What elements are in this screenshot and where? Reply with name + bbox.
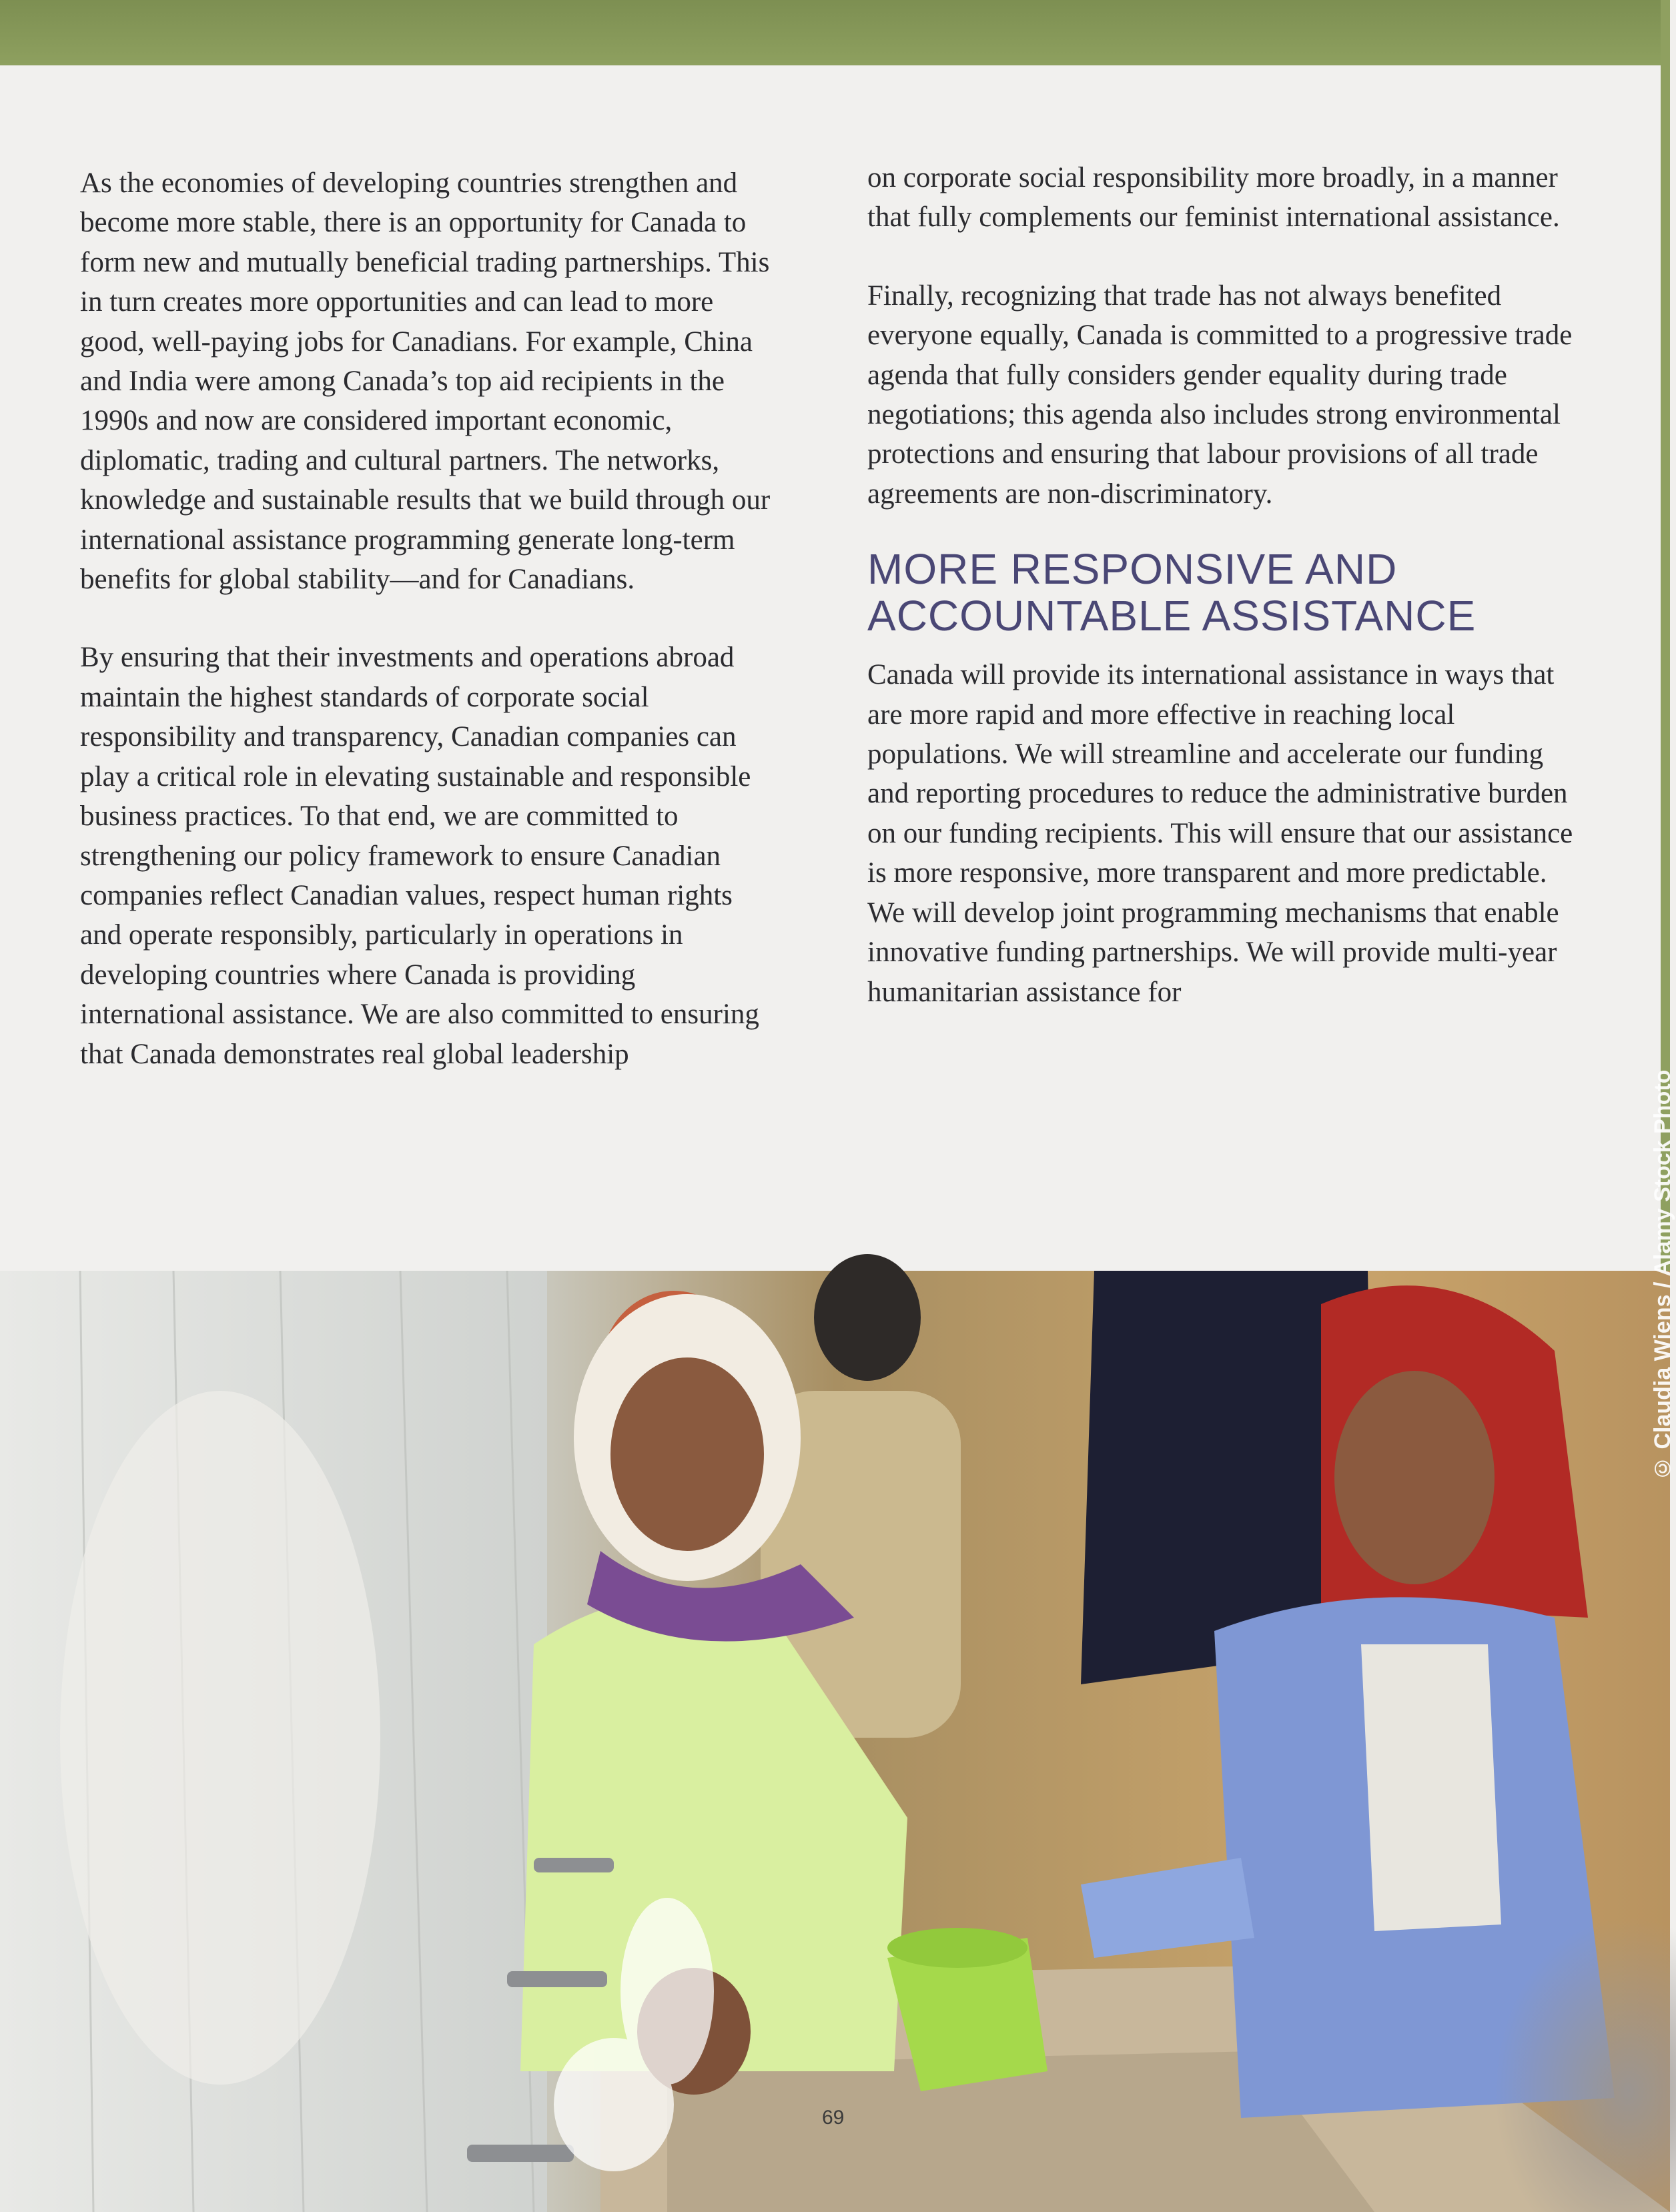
- photo-illustration: [0, 1271, 1670, 2212]
- photo-girls-washing-at-taps: [0, 1271, 1670, 2212]
- body-paragraph: As the economies of developing countries strengthen and become more stable, there is an opportunity for Canada to form new and mutually beneficial trading partnerships. This in turn creates more opportunities and can lead to more good, well-paying jobs for Canadians. For example, China and India were among Canada’s top aid recipients in the 1990s and now are considered important economic, diplomatic, trading and cultural partners. The networks, knowledge and sustainable results that we build through our international assistance programming generate long-term benefits for global stability—and for Canadians.: [80, 167, 771, 596]
- section-heading-line: ACCOUNTABLE ASSISTANCE: [867, 592, 1477, 640]
- section-heading-line: MORE RESPONSIVE AND: [867, 545, 1398, 594]
- body-paragraph: Finally, recognizing that trade has not always benefited everyone equally, Canada is committed to a progressive trade agenda that fully considers gender equality during trade negotiations; this agenda also includes strong environmental protections and ensuring that labour provisions of all trade agreements are non-discriminatory.: [867, 280, 1573, 510]
- page-number: 69: [822, 2107, 845, 2129]
- body-paragraph: on corporate social responsibility more broadly, in a manner that fully complements our feminist international assistance.: [867, 162, 1560, 233]
- top-color-band: [0, 0, 1670, 65]
- body-paragraph: By ensuring that their investments and operations abroad maintain the highest standards of corporate social responsibility and transparency, Canadian companies can play a critical role in elevating sustainable and responsible business practices. To that end, we are committed to strengthening our policy framework to ensure Canadian companies reflect Canadian values, respect human rights and operate responsibly, particularly in operations in developing countries where Canada is providing international assistance. We are also committed to ensuring that Canada demonstrates real global leadership: [80, 642, 759, 1070]
- body-paragraph: Canada will provide its international assistance in ways that are more rapid and more effective in reaching local populations. We will streamline and accelerate our funding and reporting procedures to reduce the administrative burden on our funding recipients. This will ensure that our assistance is more responsive, more transparent and more predictable. We will develop joint programming mechanisms that enable innovative funding partnerships. We will provide multi-year humanitarian assistance for: [867, 659, 1573, 1008]
- photo-credit: © Claudia Wiens / Alamy Stock Photo: [1650, 1069, 1675, 1481]
- section-heading: [867, 546, 1575, 639]
- right-text-column: [867, 158, 1575, 1051]
- left-text-column: [80, 163, 781, 1113]
